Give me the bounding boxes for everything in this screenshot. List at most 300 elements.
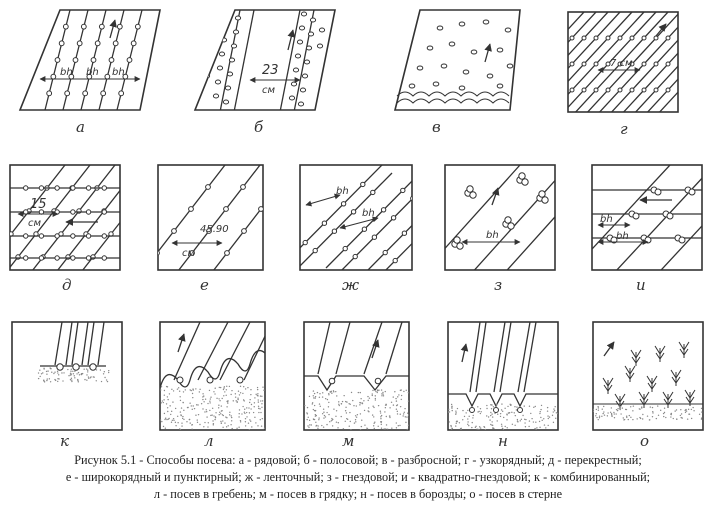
seed xyxy=(558,88,562,92)
soil-grain xyxy=(74,377,75,378)
soil-grain xyxy=(87,371,88,372)
soil-grain xyxy=(472,417,473,418)
soil-grain xyxy=(320,406,321,407)
soil-grain xyxy=(308,417,309,418)
soil-grain xyxy=(524,419,525,420)
panel-n xyxy=(447,322,558,450)
soil-grain xyxy=(493,406,494,407)
soil-grain xyxy=(61,372,62,373)
soil-grain xyxy=(57,381,58,382)
soil-grain xyxy=(408,425,409,426)
soil-grain xyxy=(44,381,45,382)
soil-grain xyxy=(214,393,215,394)
soil-grain xyxy=(385,407,386,408)
seed xyxy=(343,246,347,250)
panel-n-soil xyxy=(447,403,558,430)
soil-grain xyxy=(194,408,195,409)
seed xyxy=(558,36,562,40)
soil-grain xyxy=(367,396,368,397)
soil-grain xyxy=(345,410,346,411)
soil-grain xyxy=(656,418,657,419)
soil-grain xyxy=(238,391,239,392)
seed-row xyxy=(210,165,295,275)
soil-grain xyxy=(213,391,214,392)
soil-grain xyxy=(467,418,468,419)
soil-grain xyxy=(235,400,236,401)
soil-grain xyxy=(633,405,634,406)
soil-grain xyxy=(255,394,256,395)
soil-grain xyxy=(502,411,503,412)
seed xyxy=(630,88,634,92)
soil-grain xyxy=(642,414,643,415)
soil-grain xyxy=(375,395,376,396)
seed xyxy=(459,86,465,90)
direction-arrow xyxy=(604,342,614,356)
seed-nest xyxy=(522,179,528,185)
soil-grain xyxy=(246,416,247,417)
soil-grain xyxy=(163,402,164,403)
soil-grain xyxy=(222,427,223,428)
soil-grain xyxy=(489,419,490,420)
seed xyxy=(86,210,90,214)
soil-grain xyxy=(398,394,399,395)
soil-grain xyxy=(620,406,621,407)
soil-grain xyxy=(183,419,184,420)
seed xyxy=(310,18,315,22)
soil-grain xyxy=(328,402,329,403)
soil-grain xyxy=(607,412,608,413)
soil-grain xyxy=(196,404,197,405)
seed xyxy=(155,251,160,256)
soil-grain xyxy=(451,406,452,407)
soil-grain xyxy=(167,399,168,400)
panel-k xyxy=(12,322,122,450)
soil-grain xyxy=(480,427,481,428)
seed xyxy=(215,80,220,84)
seed xyxy=(39,256,43,260)
seed xyxy=(101,91,106,96)
soil-grain xyxy=(529,406,530,407)
soil-grain xyxy=(336,421,337,422)
soil-grain xyxy=(173,390,174,391)
seed xyxy=(463,70,469,74)
soil-grain xyxy=(630,406,631,407)
soil-grain xyxy=(533,421,534,422)
soil-grain xyxy=(192,393,193,394)
soil-grain xyxy=(603,411,604,412)
soil-grain xyxy=(263,390,264,391)
soil-grain xyxy=(165,418,166,419)
soil-grain xyxy=(699,414,700,415)
soil-grain xyxy=(322,413,323,414)
seed xyxy=(71,186,75,190)
soil-grain xyxy=(166,386,167,387)
panel-b xyxy=(195,10,335,136)
seed xyxy=(570,88,574,92)
soil-grain xyxy=(250,394,251,395)
soil-grain xyxy=(181,415,182,416)
soil-grain xyxy=(693,410,694,411)
seed xyxy=(299,26,304,30)
soil-grain xyxy=(225,395,226,396)
seed xyxy=(381,208,385,212)
soil-grain xyxy=(598,419,599,420)
soil-grain xyxy=(257,389,258,390)
soil-grain xyxy=(249,419,250,420)
seed xyxy=(297,40,302,44)
soil-grain xyxy=(354,422,355,423)
soil-grain xyxy=(611,414,612,415)
soil-grain xyxy=(222,420,223,421)
soil-grain xyxy=(473,415,474,416)
soil-grain xyxy=(243,399,244,400)
soil-grain xyxy=(400,414,401,415)
soil-grain xyxy=(323,426,324,427)
soil-grain xyxy=(328,394,329,395)
panel-v-label: в xyxy=(432,118,441,136)
soil-grain xyxy=(253,412,254,413)
soil-grain xyxy=(185,389,186,390)
soil-grain xyxy=(456,420,457,421)
soil-grain xyxy=(74,371,75,372)
soil-grain xyxy=(403,413,404,414)
soil-grain xyxy=(351,392,352,393)
soil-grain xyxy=(207,403,208,404)
seed xyxy=(24,256,28,260)
seed xyxy=(291,82,296,86)
soil-grain xyxy=(251,404,252,405)
seed xyxy=(606,36,610,40)
seed xyxy=(666,36,670,40)
soil-grain xyxy=(501,426,502,427)
seed xyxy=(102,256,106,260)
soil-grain xyxy=(465,412,466,413)
soil-grain xyxy=(177,422,178,423)
soil-grain xyxy=(480,411,481,412)
seed xyxy=(39,234,43,238)
soil-grain xyxy=(258,408,259,409)
soil-grain xyxy=(382,393,383,394)
soil-grain xyxy=(73,373,74,374)
soil-grain xyxy=(375,399,376,400)
seed xyxy=(313,248,317,252)
soil-grain xyxy=(467,421,468,422)
soil-grain xyxy=(692,407,693,408)
soil-grain xyxy=(220,387,221,388)
seed xyxy=(497,84,503,88)
soil-grain xyxy=(312,403,313,404)
seed xyxy=(534,88,538,92)
soil-grain xyxy=(338,422,339,423)
soil-grain xyxy=(382,392,383,393)
seed xyxy=(417,66,423,70)
soil-grain xyxy=(603,406,604,407)
soil-grain xyxy=(191,405,192,406)
soil-grain xyxy=(235,393,236,394)
soil-grain xyxy=(223,387,224,388)
soil-grain xyxy=(529,420,530,421)
direction-arrow xyxy=(110,20,115,38)
soil-grain xyxy=(517,420,518,421)
soil-grain xyxy=(539,413,540,414)
soil-grain xyxy=(639,417,640,418)
soil-grain xyxy=(315,410,316,411)
soil-grain xyxy=(248,407,249,408)
seed xyxy=(99,24,104,29)
soil-grain xyxy=(165,428,166,429)
soil-grain xyxy=(380,411,381,412)
soil-grain xyxy=(547,425,548,426)
soil-grain xyxy=(308,427,309,428)
soil-grain xyxy=(373,416,374,417)
soil-grain xyxy=(615,413,616,414)
soil-grain xyxy=(324,415,325,416)
soil-grain xyxy=(251,426,252,427)
soil-grain xyxy=(249,402,250,403)
soil-grain xyxy=(221,410,222,411)
seed xyxy=(630,36,634,40)
seed xyxy=(172,229,177,234)
soil-grain xyxy=(650,406,651,407)
seed xyxy=(219,52,224,56)
seed-nest xyxy=(505,217,511,223)
soil-grain xyxy=(46,374,47,375)
soil-grain xyxy=(212,408,213,409)
soil-grain xyxy=(181,422,182,423)
soil-grain xyxy=(360,392,361,393)
panel-z-rows xyxy=(430,165,590,278)
soil-grain xyxy=(548,418,549,419)
soil-grain xyxy=(459,422,460,423)
seed xyxy=(295,54,300,58)
soil-grain xyxy=(500,416,501,417)
soil-grain xyxy=(357,414,358,415)
soil-grain xyxy=(361,426,362,427)
soil-grain xyxy=(681,417,682,418)
soil-grain xyxy=(552,415,553,416)
soil-grain xyxy=(688,409,689,410)
soil-grain xyxy=(691,418,692,419)
soil-grain xyxy=(304,405,305,406)
soil-grain xyxy=(323,412,324,413)
soil-grain xyxy=(104,377,105,378)
soil-grain xyxy=(163,426,164,427)
seed xyxy=(24,234,28,238)
soil-grain xyxy=(169,393,170,394)
soil-grain xyxy=(517,419,518,420)
panel-a-spacing: bh xyxy=(86,67,99,78)
soil-grain xyxy=(553,411,554,412)
soil-grain xyxy=(202,393,203,394)
seed-nest xyxy=(470,192,476,198)
soil-grain xyxy=(332,425,333,426)
soil-grain xyxy=(237,399,238,400)
soil-grain xyxy=(522,415,523,416)
soil-grain xyxy=(195,388,196,389)
soil-grain xyxy=(189,403,190,404)
soil-grain xyxy=(660,410,661,411)
soil-grain xyxy=(313,397,314,398)
soil-grain xyxy=(506,414,507,415)
seed-row xyxy=(470,175,560,275)
soil-grain xyxy=(533,407,534,408)
soil-grain xyxy=(258,406,259,407)
soil-grain xyxy=(336,410,337,411)
soil-grain xyxy=(658,415,659,416)
soil-grain xyxy=(215,416,216,417)
soil-grain xyxy=(404,412,405,413)
soil-grain xyxy=(197,422,198,423)
soil-grain xyxy=(311,424,312,425)
panel-d-spacing-value: 15 xyxy=(30,197,47,212)
soil-grain xyxy=(497,414,498,415)
soil-grain xyxy=(595,415,596,416)
soil-grain xyxy=(214,419,215,420)
soil-grain xyxy=(245,425,246,426)
soil-grain xyxy=(231,420,232,421)
panel-o xyxy=(592,322,703,450)
soil-grain xyxy=(218,407,219,408)
seed xyxy=(487,74,493,78)
soil-grain xyxy=(238,427,239,428)
soil-grain xyxy=(309,396,310,397)
soil-grain xyxy=(339,405,340,406)
soil-grain xyxy=(319,393,320,394)
soil-grain xyxy=(239,409,240,410)
soil-grain xyxy=(647,415,648,416)
soil-grain xyxy=(218,405,219,406)
soil-grain xyxy=(242,393,243,394)
panel-l xyxy=(160,322,268,450)
caption-line-3: л - посев в гребень; м - посев в грядку; н - посев в борозды; о - посев в стерне xyxy=(153,487,563,501)
soil-grain xyxy=(173,420,174,421)
soil-grain xyxy=(337,427,338,428)
soil-grain xyxy=(46,371,47,372)
soil-grain xyxy=(554,406,555,407)
soil-grain xyxy=(516,406,517,407)
soil-grain xyxy=(622,407,623,408)
soil-grain xyxy=(358,392,359,393)
soil-grain xyxy=(491,421,492,422)
seed xyxy=(353,254,357,258)
seed xyxy=(102,234,106,238)
soil-grain xyxy=(348,403,349,404)
soil-grain xyxy=(258,399,259,400)
soil-grain xyxy=(553,408,554,409)
soil-grain xyxy=(219,414,220,415)
soil-grain xyxy=(360,398,361,399)
soil-grain xyxy=(227,402,228,403)
soil-grain xyxy=(192,409,193,410)
soil-grain xyxy=(211,414,212,415)
soil-grain xyxy=(57,371,58,372)
soil-grain xyxy=(451,429,452,430)
soil-grain xyxy=(331,420,332,421)
soil-grain xyxy=(452,410,453,411)
soil-grain xyxy=(355,419,356,420)
soil-grain xyxy=(84,379,85,380)
seed xyxy=(341,202,345,206)
soil-grain xyxy=(229,386,230,387)
seed xyxy=(666,88,670,92)
seed xyxy=(95,41,100,46)
seed xyxy=(300,88,305,92)
soil-grain xyxy=(70,371,71,372)
soil-grain xyxy=(553,422,554,423)
soil-grain xyxy=(381,415,382,416)
seed xyxy=(302,74,307,78)
seed xyxy=(127,209,131,213)
soil-grain xyxy=(642,418,643,419)
soil-grain xyxy=(173,418,174,419)
soil-grain xyxy=(478,429,479,430)
soil-grain xyxy=(338,401,339,402)
soil-grain xyxy=(341,403,342,404)
soil-grain xyxy=(183,391,184,392)
panel-zh-label: ж xyxy=(342,276,360,294)
soil-grain xyxy=(596,413,597,414)
soil-grain xyxy=(356,416,357,417)
panel-m-soil xyxy=(304,389,409,430)
soil-grain xyxy=(462,410,463,411)
soil-grain xyxy=(500,413,501,414)
soil-grain xyxy=(57,372,58,373)
soil-grain xyxy=(335,391,336,392)
soil-grain xyxy=(381,395,382,396)
stubble-plant xyxy=(647,376,657,392)
soil-grain xyxy=(70,373,71,374)
soil-grain xyxy=(676,418,677,419)
soil-grain xyxy=(381,389,382,390)
soil-grain xyxy=(547,407,548,408)
soil-grain xyxy=(328,414,329,415)
soil-grain xyxy=(180,411,181,412)
soil-grain xyxy=(86,368,87,369)
soil-grain xyxy=(401,399,402,400)
soil-grain xyxy=(182,416,183,417)
soil-grain xyxy=(616,409,617,410)
soil-grain xyxy=(598,407,599,408)
panel-g xyxy=(488,12,715,138)
soil-grain xyxy=(209,402,210,403)
soil-grain xyxy=(657,405,658,406)
soil-grain xyxy=(623,419,624,420)
seed xyxy=(55,58,60,63)
soil-grain xyxy=(170,414,171,415)
seed xyxy=(433,82,439,86)
soil-grain xyxy=(632,410,633,411)
soil-grain xyxy=(192,388,193,389)
soil-grain xyxy=(219,412,220,413)
soil-grain xyxy=(393,396,394,397)
soil-grain xyxy=(38,372,39,373)
panel-v xyxy=(395,10,520,136)
soil-grain xyxy=(396,400,397,401)
seed xyxy=(582,36,586,40)
soil-grain xyxy=(623,417,624,418)
soil-grain xyxy=(617,410,618,411)
soil-grain xyxy=(514,425,515,426)
soil-grain xyxy=(160,419,161,420)
seed-nest xyxy=(454,237,460,243)
soil-grain xyxy=(383,395,384,396)
soil-grain xyxy=(380,418,381,419)
stubble-plant xyxy=(625,366,635,382)
soil-grain xyxy=(617,408,618,409)
soil-grain xyxy=(39,369,40,370)
seed xyxy=(654,62,658,66)
direction-arrow xyxy=(178,334,184,352)
